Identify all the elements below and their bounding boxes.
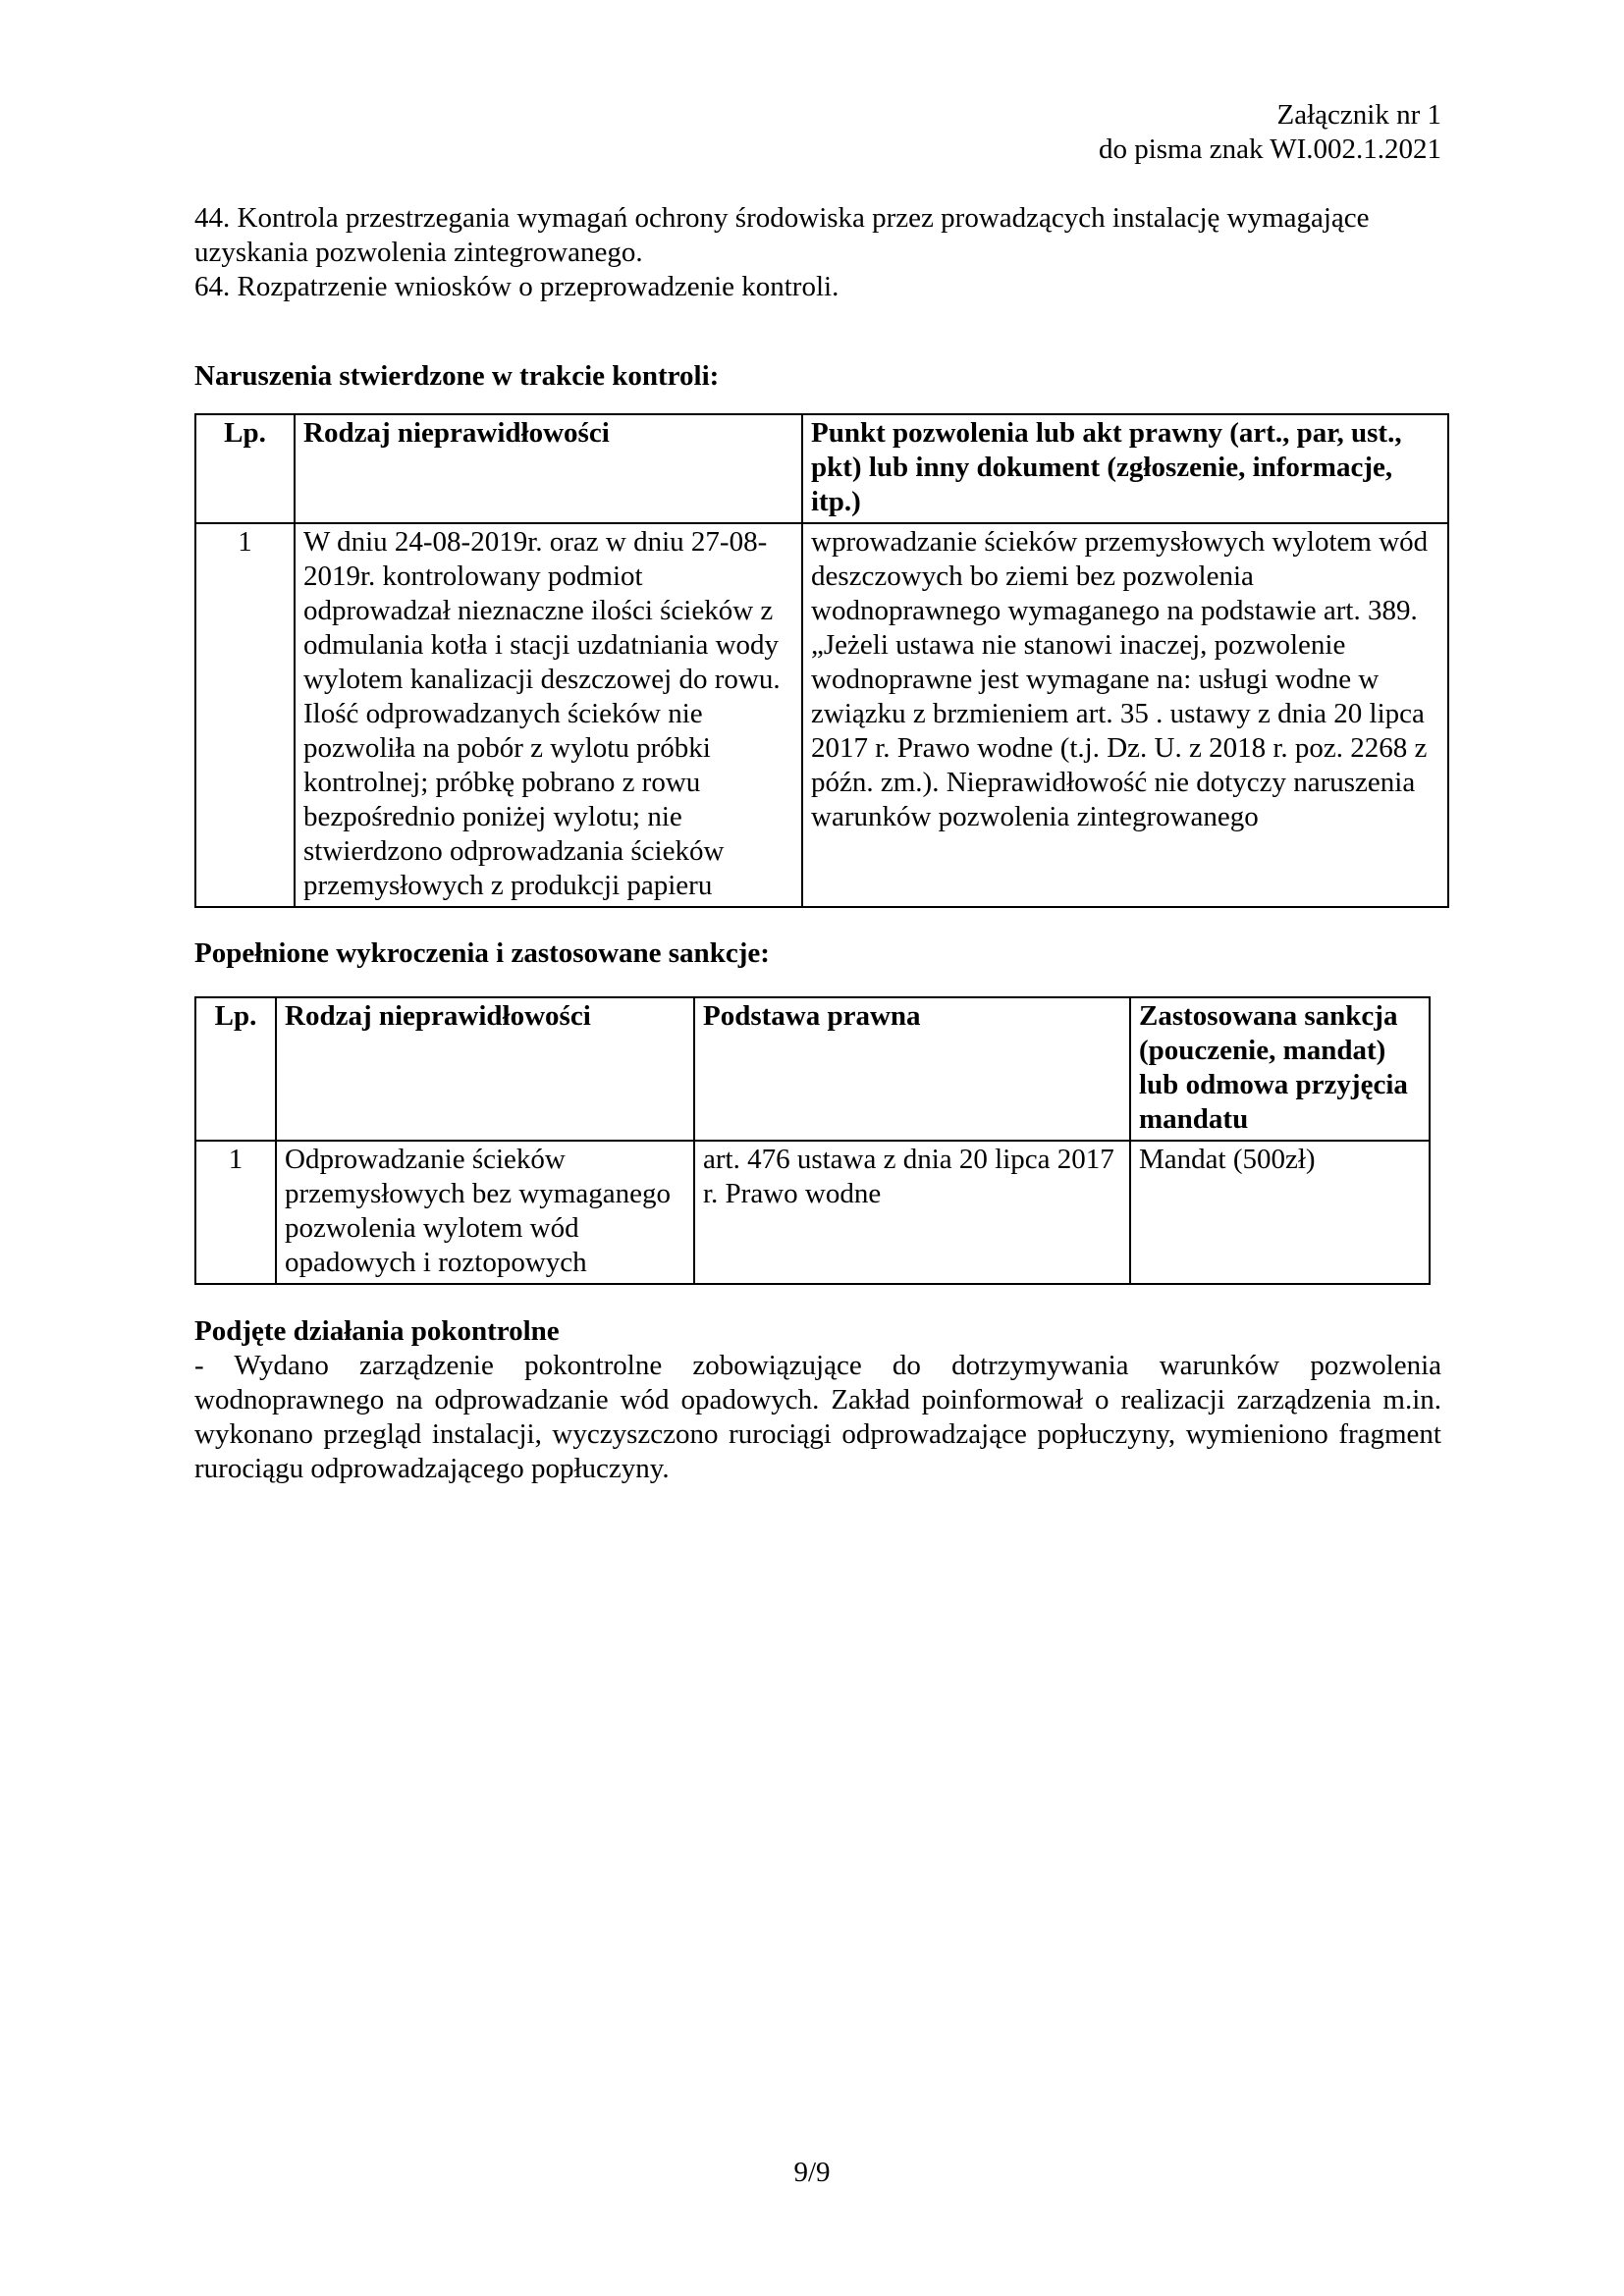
intro-line: 44. Kontrola przestrzegania wymagań ochrony środowiska przez prowadzących instalację wymagające uzyskania pozwolenia zintegrowanego. (194, 202, 1370, 268)
cell-type: W dniu 24-08-2019r. oraz w dniu 27-08-2019r. kontrolowany podmiot odprowadzał nieznaczne ilości ścieków z odmulania kotła i stacji uzdatniania wody wylotem kanalizacji deszczowej do rowu. Ilość odprowadzanych ścieków nie pozwoliła na pobór z wylotu próbki kontrolnej; próbkę pobrano z rowu bezpośrednio poniżej wylotu; nie stwierdzono odprowadzania ścieków przemysłowych z produkcji papieru (295, 523, 802, 907)
attachment-number: Załącznik nr 1 (1276, 99, 1441, 131)
offenses-table (194, 996, 1431, 1285)
column-header-type: Rodzaj nieprawidłowości (295, 414, 802, 523)
offenses-heading: Popełnione wykroczenia i zastosowane sankcje: (194, 937, 770, 969)
intro-paragraph (194, 201, 1441, 304)
violations-table (194, 413, 1449, 908)
post-control-text: - Wydano zarządzenie pokontrolne zobowiązujące do dotrzymywania warunków pozwolenia wodnoprawnego na odprowadzanie wód opadowych. Zakład poinformował o realizacji zarządzenia m.in. wykonano przegląd instalacji, wyczyszczono rurociągi odprowadzające popłuczyny, wymieniono fragment rurociągu odprowadzającego popłuczyny. (194, 1350, 1441, 1484)
column-header-lp: Lp. (195, 997, 276, 1141)
table-row (195, 1141, 1430, 1284)
cell-sanction: Mandat (500zł) (1130, 1141, 1430, 1284)
column-header-reference: Punkt pozwolenia lub akt prawny (art., par, ust., pkt) lub inny dokument (zgłoszenie, informacje, itp.) (802, 414, 1448, 523)
attachment-header (1099, 98, 1441, 167)
cell-lp: 1 (195, 1141, 276, 1284)
cell-type: Odprowadzanie ścieków przemysłowych bez wymaganego pozwolenia wylotem wód opadowych i roztopowych (276, 1141, 694, 1284)
table-row (195, 523, 1448, 907)
table-header-row (195, 414, 1448, 523)
cell-lp: 1 (195, 523, 295, 907)
column-header-sanction: Zastosowana sankcja (pouczenie, mandat) lub odmowa przyjęcia mandatu (1130, 997, 1430, 1141)
attachment-reference: do pisma znak WI.002.1.2021 (1098, 133, 1441, 165)
column-header-basis: Podstawa prawna (694, 997, 1130, 1141)
page-number: 9/9 (793, 2157, 831, 2188)
document-body (194, 201, 1441, 1486)
post-control-heading: Podjęte działania pokontrolne (194, 1315, 560, 1347)
table-header-row (195, 997, 1430, 1141)
column-header-lp: Lp. (195, 414, 295, 523)
column-header-type: Rodzaj nieprawidłowości (276, 997, 694, 1141)
cell-basis: art. 476 ustawa z dnia 20 lipca 2017 r. Prawo wodne (694, 1141, 1130, 1284)
cell-reference: wprowadzanie ścieków przemysłowych wylotem wód deszczowych bo ziemi bez pozwolenia wodnoprawnego wymaganego na podstawie art. 389. „Jeżeli ustawa nie stanowi inaczej, pozwolenie wodnoprawne jest wymagane na: usługi wodne w związku z brzmieniem art. 35 . ustawy z dnia 20 lipca 2017 r. Prawo wodne (t.j. Dz. U. z 2018 r. poz. 2268 z późn. zm.). Nieprawidłowość nie dotyczy naruszenia warunków pozwolenia zintegrowanego (802, 523, 1448, 907)
violations-heading: Naruszenia stwierdzone w trakcie kontroli: (194, 360, 720, 392)
intro-line: 64. Rozpatrzenie wniosków o przeprowadzenie kontroli. (194, 271, 839, 302)
